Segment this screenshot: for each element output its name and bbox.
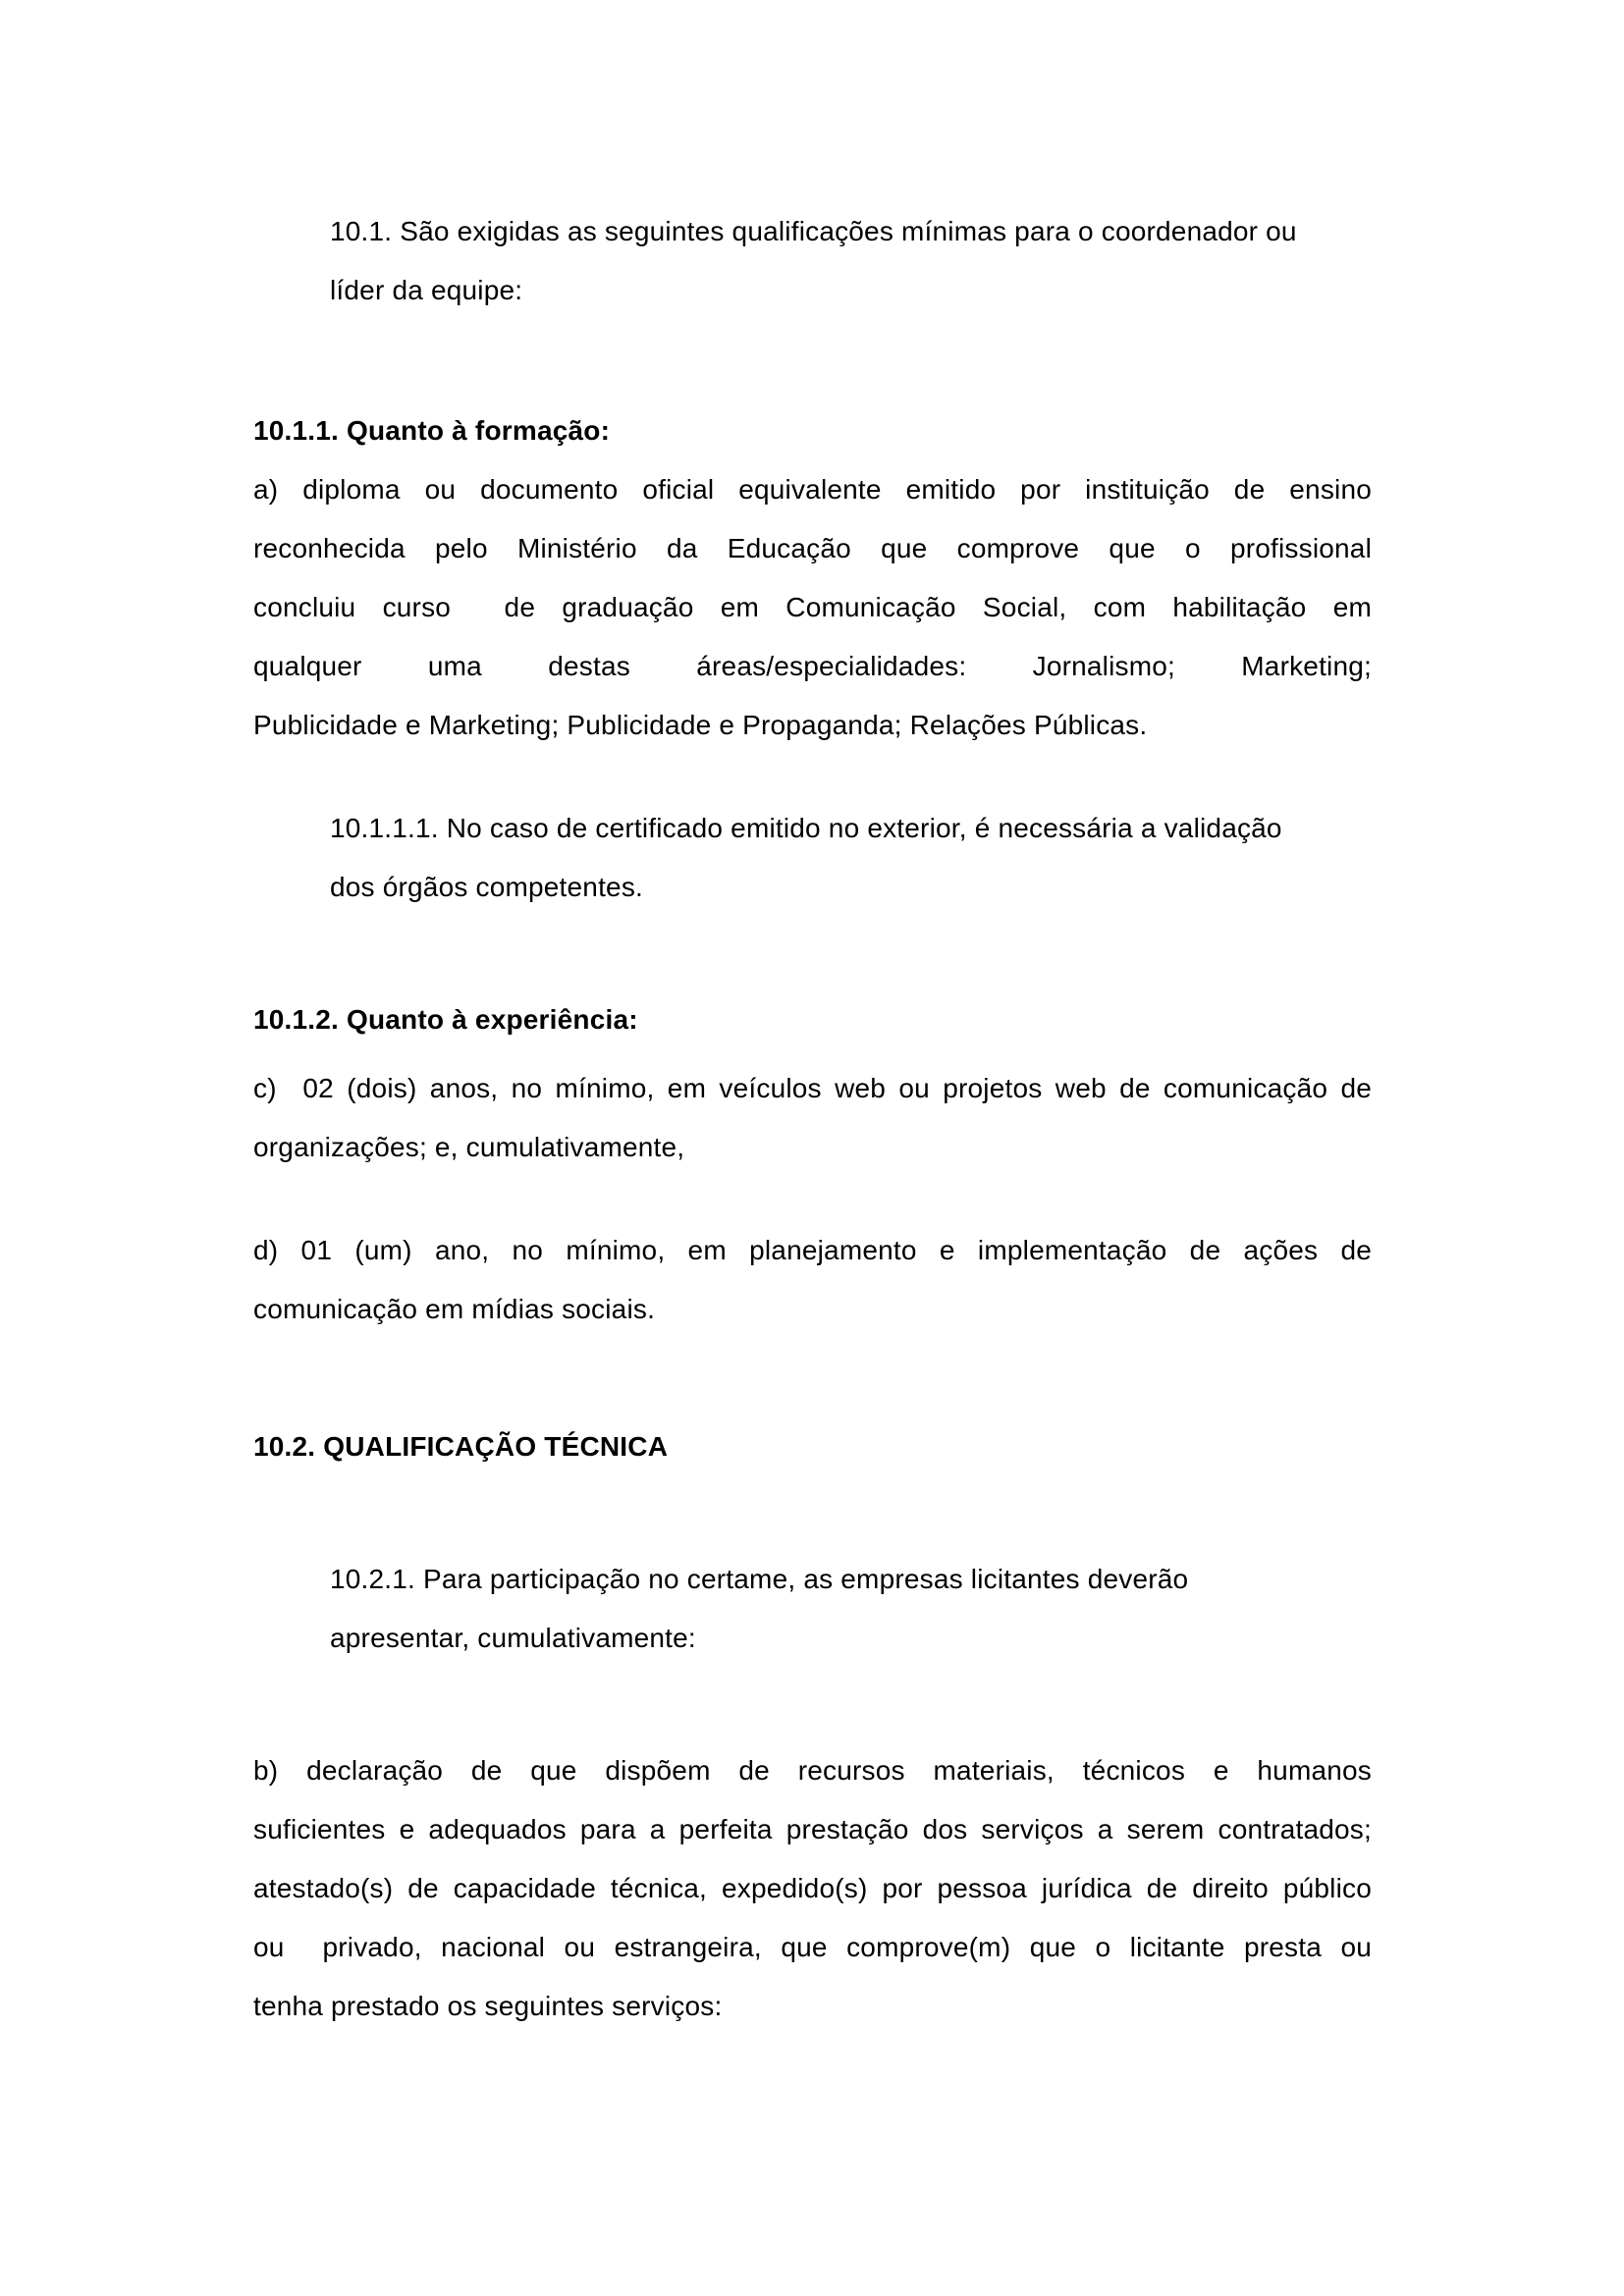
clause-10-2-1 (330, 1550, 1372, 1668)
heading-10-2 (253, 1417, 1372, 1476)
clause-10-1 (330, 202, 1372, 320)
item-b-line: tenha prestado os seguintes serviços: (253, 1991, 723, 2021)
item-b-line: suficientes e adequados para a perfeita prestação dos serviços a serem contratados; (253, 1814, 1372, 1844)
clause-10-1-1-1 (330, 799, 1372, 917)
item-d-line: d) 01 (um) ano, no mínimo, em planejamento e implementação de ações de (253, 1235, 1372, 1265)
clause-10-1-line: 10.1. São exigidas as seguintes qualificações mínimas para o coordenador ou (330, 216, 1297, 246)
clause-10-1-line: líder da equipe: (330, 275, 523, 305)
item-a-line: qualquer uma destas áreas/especialidades: Jornalismo; Marketing; (253, 651, 1372, 681)
item-b-line: ou privado, nacional ou estrangeira, que comprove(m) que o licitante presta ou (253, 1932, 1372, 1962)
item-c-line: organizações; e, cumulativamente, (253, 1132, 685, 1162)
heading-10-1-1-line: 10.1.1. Quanto à formação: (253, 415, 611, 446)
clause-10-1-1-1-line: 10.1.1.1. No caso de certificado emitido no exterior, é necessária a validação (330, 813, 1282, 843)
heading-10-1-1 (253, 401, 1372, 460)
item-a-line: concluiu curso de graduação em Comunicação Social, com habilitação em (253, 592, 1372, 622)
item-a-line: reconhecida pelo Ministério da Educação que comprove que o profissional (253, 533, 1372, 563)
item-b-line: atestado(s) de capacidade técnica, expedido(s) por pessoa jurídica de direito público (253, 1873, 1372, 1903)
heading-10-1-2-line: 10.1.2. Quanto à experiência: (253, 1004, 638, 1035)
item-c-line: c) 02 (dois) anos, no mínimo, em veículos web ou projetos web de comunicação de (253, 1073, 1372, 1103)
item-d (253, 1221, 1372, 1339)
item-a-line: a) diploma ou documento oficial equivalente emitido por instituição de ensino (253, 474, 1372, 505)
item-a (253, 460, 1372, 755)
item-b (253, 1741, 1372, 2036)
item-c (253, 1059, 1372, 1177)
clause-10-1-1-1-line: dos órgãos competentes. (330, 872, 644, 902)
clause-10-2-1-line: 10.2.1. Para participação no certame, as empresas licitantes deverão (330, 1564, 1189, 1594)
heading-10-1-2 (253, 990, 1372, 1049)
item-b-line: b) declaração de que dispõem de recursos materiais, técnicos e humanos (253, 1755, 1372, 1786)
clause-10-2-1-line: apresentar, cumulativamente: (330, 1623, 696, 1653)
item-d-line: comunicação em mídias sociais. (253, 1294, 656, 1324)
item-a-line: Publicidade e Marketing; Publicidade e Propaganda; Relações Públicas. (253, 710, 1148, 740)
heading-10-2-line: 10.2. QUALIFICAÇÃO TÉCNICA (253, 1431, 669, 1462)
